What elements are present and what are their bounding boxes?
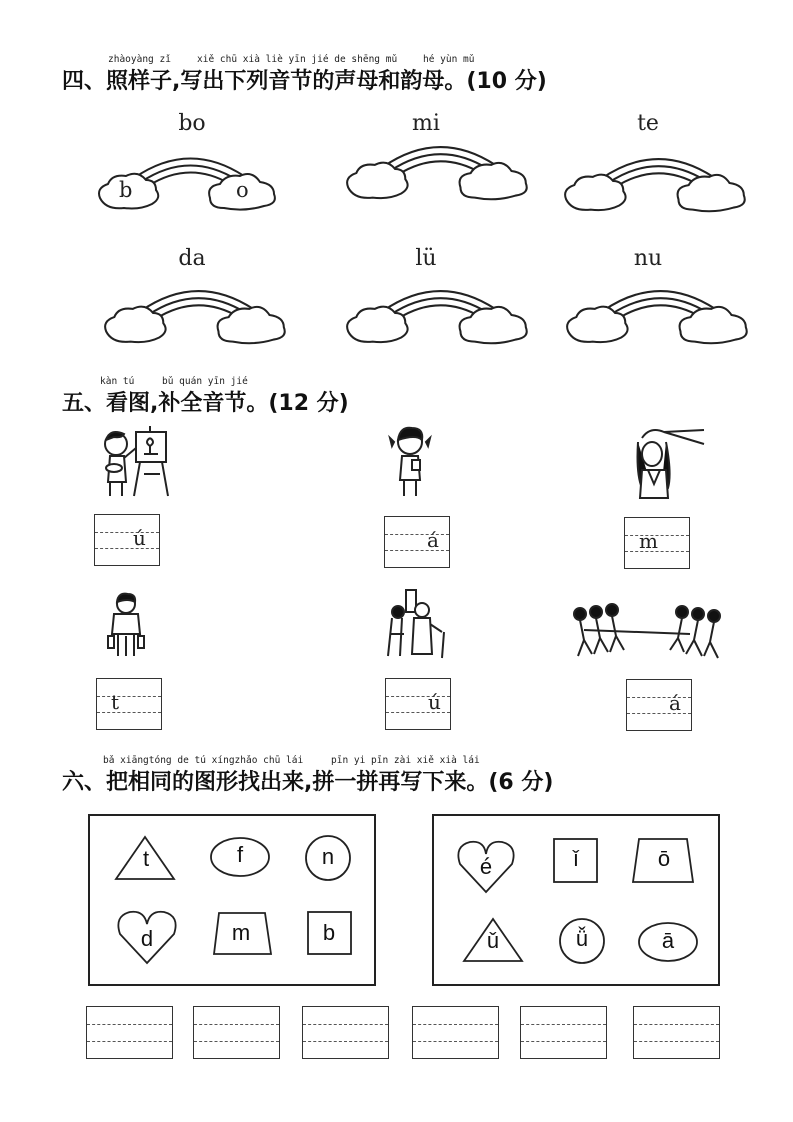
pinyin-annotation: xiě chū xià liè yīn jié de shēng mǔ xyxy=(197,54,398,65)
section-5-title: 五、看图,补全音节。(12 分) xyxy=(62,391,349,416)
shape-letter: ǚ xyxy=(575,926,589,951)
grid-guideline xyxy=(627,713,691,714)
given-letter: ú xyxy=(428,690,441,714)
answer-writing-grid[interactable] xyxy=(633,1006,720,1059)
syllable-label: te xyxy=(637,111,659,136)
grid-guideline xyxy=(97,696,161,697)
shape-letter: f xyxy=(236,842,244,867)
syllable-label: nu xyxy=(633,246,663,271)
grid-guideline xyxy=(385,534,449,535)
given-letter: m xyxy=(639,529,658,553)
grid-guideline xyxy=(634,1041,719,1042)
grid-guideline xyxy=(95,532,159,533)
grid-guideline xyxy=(634,1024,719,1025)
pinyin-annotation: kàn tú xyxy=(100,376,135,387)
pinyin-annotation: bǔ quán yīn jié xyxy=(162,376,248,387)
grid-guideline xyxy=(194,1024,279,1025)
pinyin-writing-grid[interactable] xyxy=(384,516,450,568)
boy-with-bags-picture xyxy=(104,592,148,662)
rainbow-cloud-icon xyxy=(342,280,534,346)
grid-guideline xyxy=(87,1024,172,1025)
answer-writing-grid[interactable] xyxy=(193,1006,280,1059)
section-4-title: 四、照样子,写出下列音节的声母和韵母。(10 分) xyxy=(62,69,547,94)
grid-guideline xyxy=(521,1024,606,1025)
given-letter: á xyxy=(427,528,439,552)
pinyin-annotation: zhàoyàng zǐ xyxy=(108,54,171,65)
boy-painting-picture xyxy=(100,424,182,500)
grid-guideline xyxy=(194,1041,279,1042)
help-elder-picture xyxy=(384,588,452,660)
grid-guideline xyxy=(413,1041,498,1042)
shape-letter: ō xyxy=(657,846,671,871)
syllable-label: bo xyxy=(178,111,206,136)
girl-hair-combed-picture xyxy=(628,424,706,502)
grid-guideline xyxy=(413,1024,498,1025)
given-letter: t xyxy=(111,690,120,714)
shape-letter: ǔ xyxy=(486,928,500,953)
grid-guideline xyxy=(95,548,159,549)
section-6-title: 六、把相同的图形找出来,拼一拼再写下来。(6 分) xyxy=(62,770,554,795)
rainbow-cloud-icon xyxy=(562,280,754,346)
grid-guideline xyxy=(303,1041,388,1042)
answer-writing-grid[interactable] xyxy=(86,1006,173,1059)
given-letter: ú xyxy=(133,526,146,550)
shapes-box-right xyxy=(432,814,720,986)
rainbow-cloud-icon xyxy=(342,136,534,202)
shape-letter: ǐ xyxy=(573,846,579,871)
grid-guideline xyxy=(87,1041,172,1042)
given-letter: á xyxy=(669,691,681,715)
tug-of-war-picture xyxy=(570,600,724,662)
grid-guideline xyxy=(385,550,449,551)
shapes-box-left xyxy=(88,814,376,986)
pinyin-annotation: pīn yi pīn zài xiě xià lái xyxy=(331,755,480,766)
answer-writing-grid[interactable] xyxy=(520,1006,607,1059)
shapes-outline-icon xyxy=(434,816,718,984)
grid-guideline xyxy=(303,1024,388,1025)
girl-with-book-picture xyxy=(386,424,436,500)
grid-guideline xyxy=(521,1041,606,1042)
pinyin-writing-grid[interactable] xyxy=(96,678,162,730)
rainbow-cloud-icon xyxy=(100,280,292,346)
grid-guideline xyxy=(627,697,691,698)
pinyin-annotation: hé yùn mǔ xyxy=(423,54,475,65)
pinyin-annotation: bǎ xiāngtóng de tú xíngzhǎo chū lái xyxy=(103,755,304,766)
shape-letter: ā xyxy=(661,928,675,953)
pinyin-writing-grid[interactable] xyxy=(624,517,690,569)
pinyin-writing-grid[interactable] xyxy=(94,514,160,566)
pinyin-writing-grid[interactable] xyxy=(626,679,692,731)
syllable-label: da xyxy=(178,246,206,271)
rainbow-cloud-icon xyxy=(560,148,752,214)
pinyin-writing-grid[interactable] xyxy=(385,678,451,730)
syllable-label: lü xyxy=(415,246,437,271)
grid-guideline xyxy=(97,712,161,713)
shape-letter: b xyxy=(322,920,336,945)
cloud-final: o xyxy=(236,178,249,202)
answer-writing-grid[interactable] xyxy=(412,1006,499,1059)
shape-letter: d xyxy=(140,926,154,951)
syllable-label: mi xyxy=(412,111,440,136)
shape-letter: m xyxy=(231,920,251,945)
shape-letter: é xyxy=(479,854,493,879)
shape-letter: n xyxy=(321,844,335,869)
cloud-initial: b xyxy=(119,178,133,202)
shape-letter: t xyxy=(142,846,150,871)
answer-writing-grid[interactable] xyxy=(302,1006,389,1059)
